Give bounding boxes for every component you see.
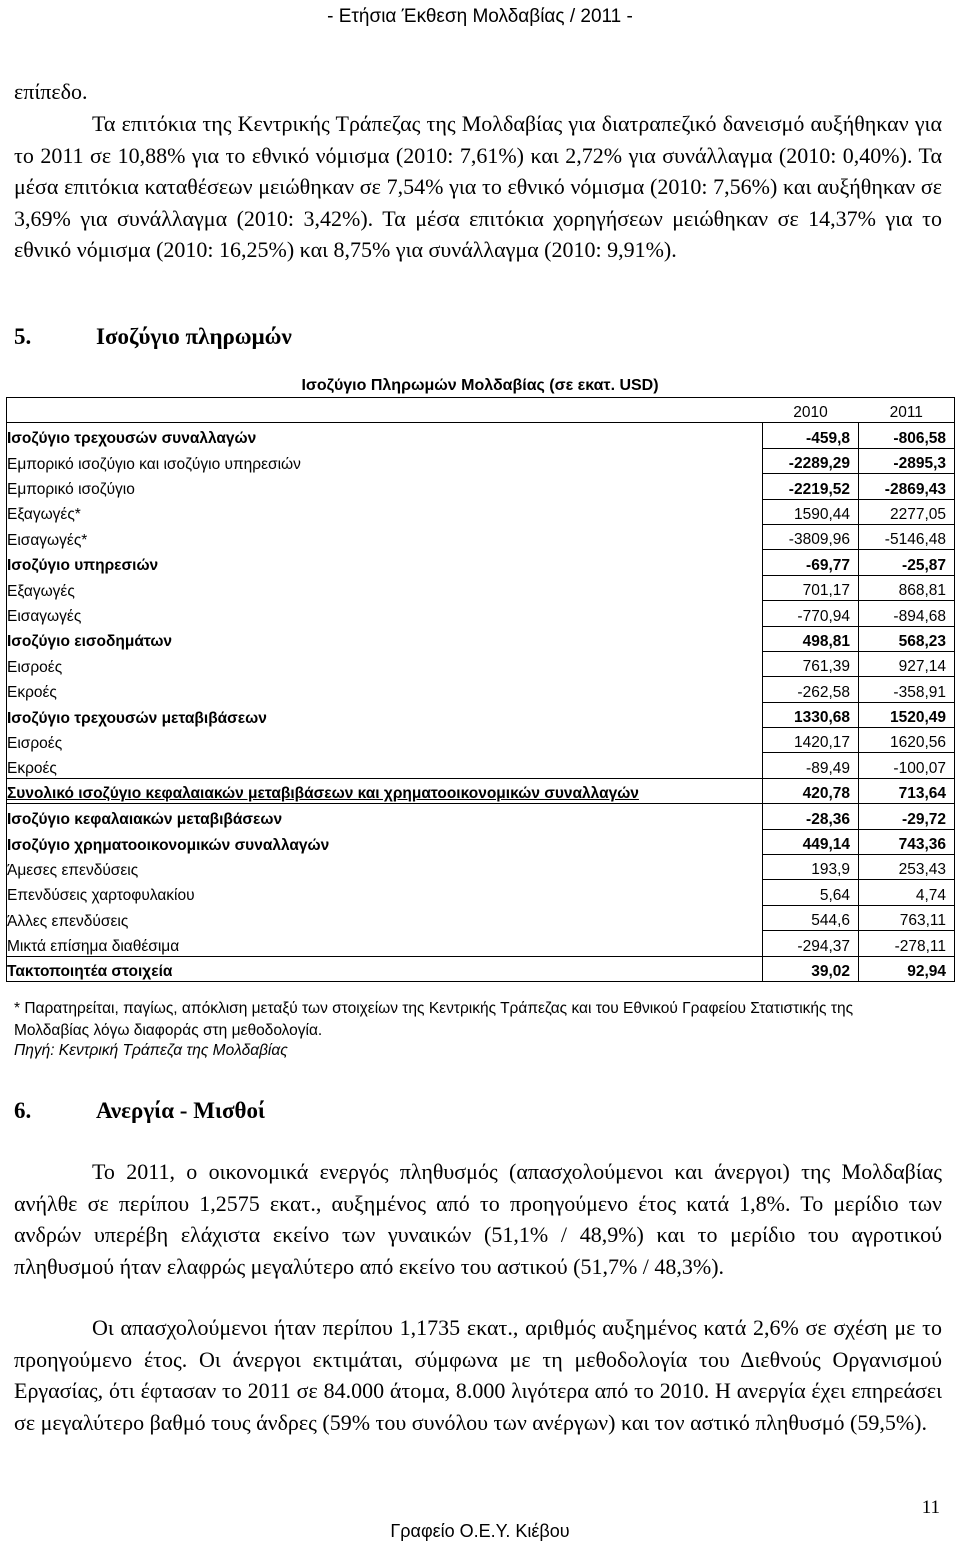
row-label: [7, 778, 763, 803]
value-2011: -278,11: [859, 931, 955, 956]
value-2010: -69,77: [763, 550, 859, 575]
row-label: Τακτοποιητέα στοιχεία: [7, 956, 763, 981]
row-label: Εξαγωγές*: [7, 499, 763, 524]
value-2011: 743,36: [859, 829, 955, 854]
table-row: [7, 423, 955, 448]
section-6-title: Ανεργία - Μισθοί: [96, 1098, 266, 1123]
row-label: Εξαγωγές: [7, 575, 763, 600]
value-2010: 1590,44: [763, 499, 859, 524]
value-2010: -28,36: [763, 804, 859, 829]
value-2010: 5,64: [763, 880, 859, 905]
value-2010: 1420,17: [763, 728, 859, 753]
row-label: Εμπορικό ισοζύγιο: [7, 474, 763, 499]
table-row: [7, 931, 955, 956]
section-6-number: 6.: [14, 1098, 32, 1123]
value-2011: -100,07: [859, 753, 955, 778]
row-label: Ισοζύγιο τρεχουσών μεταβιβάσεων: [7, 702, 763, 727]
value-2010: -2289,29: [763, 448, 859, 473]
value-2010: -262,58: [763, 677, 859, 702]
page-footer: Γραφείο Ο.Ε.Υ. Κιέβου: [390, 1521, 570, 1541]
table-footnote: * Παρατηρείται, παγίως, απόκλιση μεταξύ των στοιχείων της Κεντρικής Τράπεζας και του Εθνικού Γραφείου Στατιστικής της Μολδαβίας λόγω διαφοράς στη μεθοδολογία.: [14, 1000, 854, 1039]
value-2011: 92,94: [859, 956, 955, 981]
table-row: [7, 626, 955, 651]
value-2011: 568,23: [859, 626, 955, 651]
balance-of-payments-table: [6, 397, 955, 982]
row-label: Μικτά επίσημα διαθέσιμα: [7, 931, 763, 956]
table-row: [7, 855, 955, 880]
table-title: Ισοζύγιο Πληρωμών Μολδαβίας (σε εκατ. USD): [301, 377, 659, 394]
table-row: [7, 829, 955, 854]
column-header-2011: 2011: [859, 398, 955, 423]
table-row: [7, 550, 955, 575]
paragraph-employment: Οι απασχολούμενοι ήταν περίπου 1,1735 εκατ., αριθμός αυξημένος κατά 2,6% σε σχέση με το προηγούμενο έτος. Οι άνεργοι εκτιμάται, σύμφωνα με τη μεθοδολογία του Διεθνούς Οργανισμού Εργασίας, ότι έφτασαν το 2011 σε 84.000 άτομα, 8.000 λιγότερα από το 2010. Η ανεργία έχει επηρεάσει σε μεγαλύτερο βαθμό τους άνδρες (59% του συνόλου των ανέργων) και τον αστικό πληθυσμό (59,5%).: [14, 1315, 942, 1435]
row-label: Ισοζύγιο υπηρεσιών: [7, 550, 763, 575]
section-5-heading: [14, 324, 292, 350]
value-2010: 701,17: [763, 575, 859, 600]
value-2011: -2895,3: [859, 448, 955, 473]
section-5-number: 5.: [14, 324, 32, 349]
value-2010: 1330,68: [763, 702, 859, 727]
section-6-heading: [14, 1098, 265, 1124]
value-2010: 449,14: [763, 829, 859, 854]
table-row: [7, 804, 955, 829]
value-2011: -358,91: [859, 677, 955, 702]
row-label: Άλλες επενδύσεις: [7, 905, 763, 930]
header-empty-cell: [7, 398, 763, 423]
table-source: Πηγή: Κεντρική Τράπεζα της Μολδαβίας: [14, 1042, 288, 1059]
value-2011: -29,72: [859, 804, 955, 829]
value-2011: 4,74: [859, 880, 955, 905]
table-row: [7, 728, 955, 753]
table-row: [7, 880, 955, 905]
table-row: [7, 702, 955, 727]
paragraph-interest-rates: Τα επιτόκια της Κεντρικής Τράπεζας της Μολδαβίας για διατραπεζικό δανεισμό αυξήθηκαν για το 2011 σε 10,88% για το εθνικό νόμισμα (2010: 7,61%) και 2,72% για συνάλλαγμα (2010: 0,40%). Τα μέσα επιτόκια καταθέσεων μειώθηκαν σε 7,54% για το εθνικό νόμισμα (2010: 7,56%) και αυξήθηκαν σε 3,69% για συνάλλαγμα (2010: 3,42%). Τα μέσα επιτόκια χορηγήσεων μειώθηκαν σε 14,37% για το εθνικό νόμισμα (2010: 16,25%) και 8,75% για συνάλλαγμα (2010: 9,91%).: [14, 111, 942, 262]
row-label: Εισροές: [7, 728, 763, 753]
row-label: Άμεσες επενδύσεις: [7, 855, 763, 880]
running-header: - Ετήσια Έκθεση Μολδαβίας / 2011 -: [327, 6, 633, 27]
table-row: [7, 677, 955, 702]
value-2011: 927,14: [859, 651, 955, 676]
table-row: [7, 651, 955, 676]
value-2010: 544,6: [763, 905, 859, 930]
value-2011: 1520,49: [859, 702, 955, 727]
value-2010: -294,37: [763, 931, 859, 956]
page-number: 11: [921, 1497, 940, 1518]
value-2010: 498,81: [763, 626, 859, 651]
table-row: [7, 905, 955, 930]
value-2011: -2869,43: [859, 474, 955, 499]
value-2010: 761,39: [763, 651, 859, 676]
value-2010: 193,9: [763, 855, 859, 880]
value-2011: -25,87: [859, 550, 955, 575]
table-row: [7, 575, 955, 600]
paragraph-continuation: επίπεδο.: [14, 79, 88, 104]
row-label: Εμπορικό ισοζύγιο και ισοζύγιο υπηρεσιών: [7, 448, 763, 473]
row-label: Εισαγωγές: [7, 601, 763, 626]
value-2010: -459,8: [763, 423, 859, 448]
value-2010: -770,94: [763, 601, 859, 626]
value-2011: 2277,05: [859, 499, 955, 524]
row-label: Ισοζύγιο χρηματοοικονομικών συναλλαγών: [7, 829, 763, 854]
row-label: Ισοζύγιο εισοδημάτων: [7, 626, 763, 651]
value-2011: -806,58: [859, 423, 955, 448]
table-row: [7, 956, 955, 981]
row-label: Εισροές: [7, 651, 763, 676]
row-label: Εκροές: [7, 677, 763, 702]
row-label: Εκροές: [7, 753, 763, 778]
row-label: Επενδύσεις χαρτοφυλακίου: [7, 880, 763, 905]
value-2010: -3809,96: [763, 524, 859, 549]
value-2010: 39,02: [763, 956, 859, 981]
table-row: [7, 753, 955, 778]
table-row: [7, 474, 955, 499]
section-5-title: Ισοζύγιο πληρωμών: [96, 324, 292, 349]
row-label-text: Συνολικό ισοζύγιο κεφαλαιακών μεταβιβάσεων και χρηματοοικονομικών συναλλαγών: [7, 785, 639, 803]
value-2011: 713,64: [859, 778, 955, 803]
table-row: [7, 448, 955, 473]
row-label: Ισοζύγιο κεφαλαιακών μεταβιβάσεων: [7, 804, 763, 829]
paragraph-active-population: Το 2011, ο οικονομικά ενεργός πληθυσμός (απασχολούμενοι και άνεργοι) της Μολδαβίας ανήλθε σε περίπου 1,2575 εκατ., αυξημένος από το προηγούμενο έτος κατά 1,8%. Το μερίδιο των ανδρών υπερέβη ελάχιστα εκείνο των γυναικών (51,1% / 48,9%) και το μερίδιο του αγροτικού πληθυσμού ήταν ελαφρώς μεγαλύτερο από εκείνο του αστικού (51,7% / 48,3%).: [14, 1159, 942, 1279]
value-2011: 763,11: [859, 905, 955, 930]
row-label: Ισοζύγιο τρεχουσών συναλλαγών: [7, 423, 763, 448]
value-2011: 253,43: [859, 855, 955, 880]
value-2011: -5146,48: [859, 524, 955, 549]
table-row: [7, 499, 955, 524]
value-2010: 420,78: [763, 778, 859, 803]
table-row: [7, 601, 955, 626]
table-header-row: [7, 398, 955, 423]
column-header-2010: 2010: [763, 398, 859, 423]
value-2011: -894,68: [859, 601, 955, 626]
value-2011: 1620,56: [859, 728, 955, 753]
row-label: Εισαγωγές*: [7, 524, 763, 549]
value-2010: -89,49: [763, 753, 859, 778]
value-2011: 868,81: [859, 575, 955, 600]
value-2010: -2219,52: [763, 474, 859, 499]
table-row: [7, 778, 955, 803]
table-row: [7, 524, 955, 549]
